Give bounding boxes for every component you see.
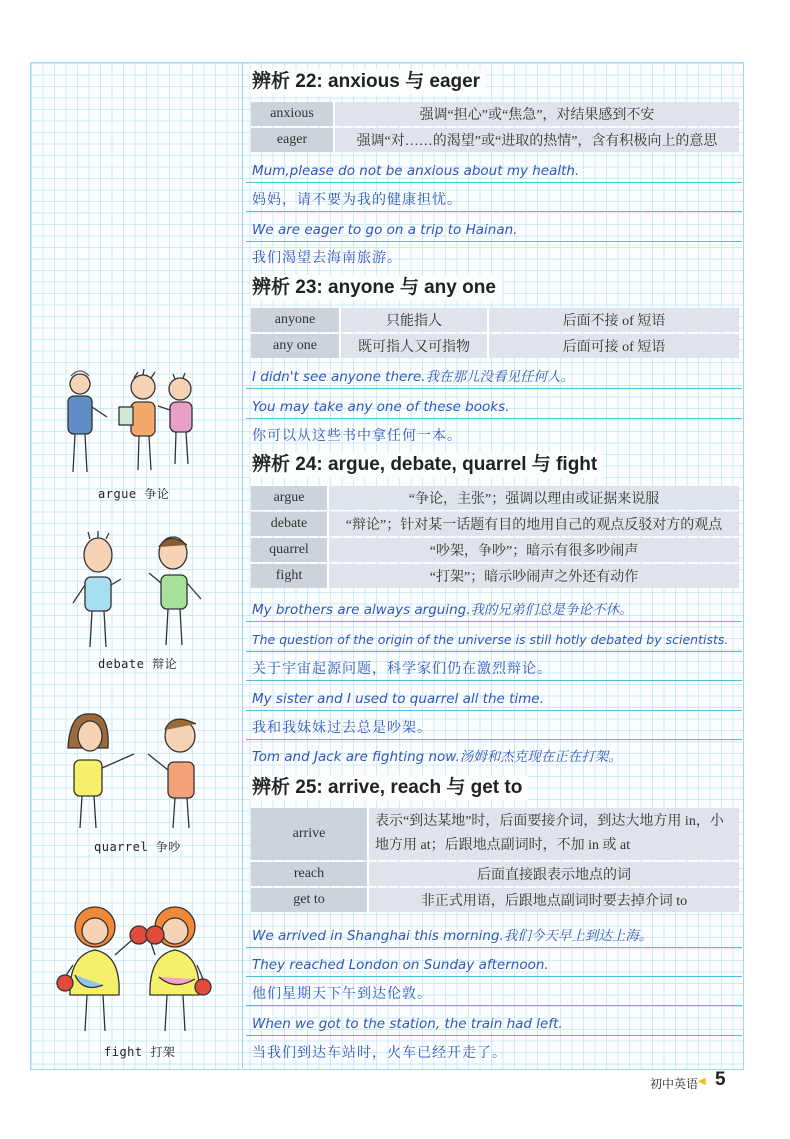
desc-cell: 强调“对……的渴望”或“进取的热情”，含有积极向上的意思 [333,128,739,152]
term-cell: anxious [251,102,333,126]
section-title-24: 辨析 24: argue, debate, quarrel 与 fight [250,452,603,478]
table-row [251,128,739,152]
term-cell: eager [251,128,333,152]
example-sentence: My brothers are always arguing.我的兄弟们总是争论不休。 [252,602,633,618]
underline-rule [246,241,742,242]
example-sentence: Mum,please do not be anxious about my health. [252,163,580,179]
example-sentence: You may take any one of these books. [252,399,510,415]
footer-label: 初中英语 [650,1077,699,1091]
underline-rule [246,710,742,711]
table-row [251,486,739,510]
table-row [251,564,739,588]
compare-table-25 [251,806,739,914]
example-translation: 当我们到达车站时，火车已经开走了。 [252,1045,507,1061]
desc-cell: 只能指人 [339,308,487,332]
desc-cell: “辩论”；针对某一话题有目的地用自己的观点反驳对方的观点 [327,512,739,536]
underline-rule [246,621,742,622]
underline-rule [246,739,742,740]
table-row [251,538,739,562]
example-sentence: We are eager to go on a trip to Hainan. [252,222,518,238]
caption-quarrel: quarrel 争吵 [94,840,181,854]
example-sentence: They reached London on Sunday afternoon. [252,957,549,973]
example-sentence: The question of the origin of the universe is still hotly debated by scientists. [252,632,729,647]
underline-rule [246,211,742,212]
term-cell: arrive [251,808,367,860]
debate-cartoon [65,525,215,650]
desc-cell: 后面可接 of 短语 [487,334,739,358]
term-cell: anyone [251,308,339,332]
example-translation: 妈妈，请不要为我的健康担忧。 [252,192,462,208]
desc-cell: 后面不接 of 短语 [487,308,739,332]
underline-rule [246,680,742,681]
table-row [251,862,739,886]
underline-rule [246,1035,742,1036]
desc-cell: 表示“到达某地”时，后面要接介词，到达大地方用 in，小地方用 at；后跟地点副词时，不加 in 或 at [367,808,739,860]
section-title-22: 辨析 22: anxious 与 eager [250,69,486,95]
underline-rule [246,651,742,652]
underline-rule [246,1005,742,1006]
example-translation: 关于宇宙起源问题，科学家们仍在激烈辩论。 [252,661,552,677]
desc-cell: “争论，主张”；强调以理由或证据来说服 [327,486,739,510]
argue-cartoon [55,362,215,477]
table-row [251,102,739,126]
term-cell: quarrel [251,538,327,562]
fight-cartoon [55,895,215,1035]
term-cell: debate [251,512,327,536]
quarrel-cartoon [60,708,210,830]
table-row [251,308,739,332]
desc-cell: “打架”；暗示吵闹声之外还有动作 [327,564,739,588]
table-row [251,512,739,536]
term-cell: argue [251,486,327,510]
desc-cell: 强调“担心”或“焦急”，对结果感到不安 [333,102,739,126]
desc-cell: 非正式用语，后跟地点副词时要去掉介词 to [367,888,739,912]
underline-rule [246,388,742,389]
section-title-23: 辨析 23: anyone 与 any one [250,275,502,301]
caption-argue: argue 争论 [98,487,170,501]
compare-table-23 [251,306,739,360]
term-cell: any one [251,334,339,358]
term-cell: fight [251,564,327,588]
example-sentence: Tom and Jack are fighting now.汤姆和杰克现在正在打架。 [252,749,622,765]
term-cell: reach [251,862,367,886]
underline-rule [246,182,742,183]
example-sentence: We arrived in Shanghai this morning.我们今天早上到达上海。 [252,928,653,944]
table-row [251,808,739,860]
compare-table-24 [251,484,739,590]
page-number: 5 [715,1069,726,1090]
desc-cell: “吵架，争吵”；暗示有很多吵闹声 [327,538,739,562]
underline-rule [246,418,742,419]
table-row [251,888,739,912]
underline-rule [246,976,742,977]
section-title-25: 辨析 25: arrive, reach 与 get to [250,775,528,801]
example-translation: 你可以从这些书中拿任何一本。 [252,428,462,444]
example-sentence: When we got to the station, the train had left. [252,1016,563,1032]
caption-fight: fight 打架 [104,1045,176,1059]
term-cell: get to [251,888,367,912]
table-row [251,334,739,358]
caption-debate: debate 辩论 [98,657,178,671]
example-sentence: I didn't see anyone there.我在那儿没看见任何人。 [252,369,574,385]
underline-rule [246,947,742,948]
example-translation: 他们星期天下午到达伦敦。 [252,986,432,1002]
example-sentence: My sister and I used to quarrel all the time. [252,691,544,707]
example-translation: 我们渴望去海南旅游。 [252,250,402,266]
desc-cell: 既可指人又可指物 [339,334,487,358]
example-translation: 我和我妹妹过去总是吵架。 [252,720,432,736]
compare-table-22 [251,100,739,154]
desc-cell: 后面直接跟表示地点的词 [367,862,739,886]
triangle-icon: ◀ [698,1076,706,1087]
column-divider [242,62,243,1068]
